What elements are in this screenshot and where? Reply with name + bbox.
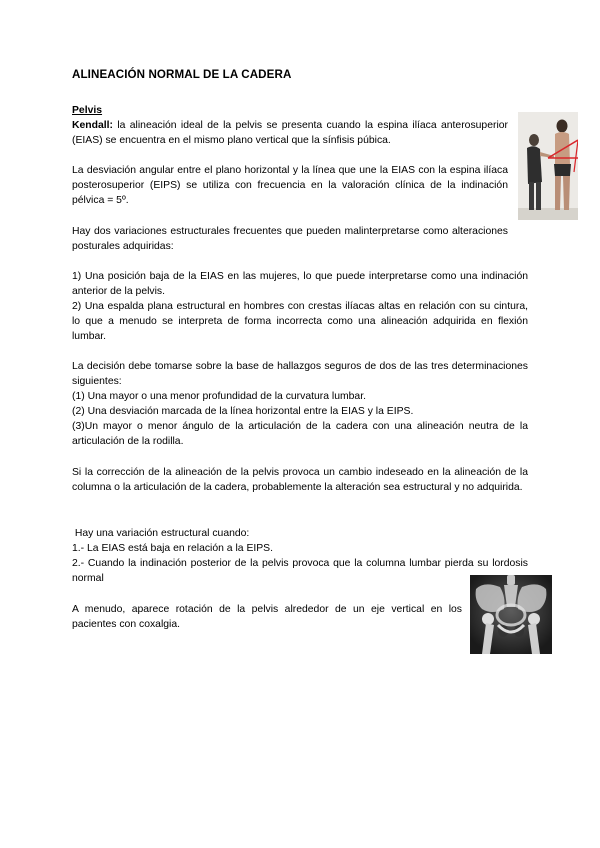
pelvis-xray-drawing [470, 575, 552, 654]
determination-1: (1) Una mayor o una menor profundidad de la curvatura lumbar. [72, 391, 366, 402]
kendall-text: la alineación ideal de la pelvis se presenta cuando la espina ilíaca anterosuperior (EIAS) se encuentra en el mismo plano vertical que la sínfisis púbica. [72, 120, 508, 147]
cuando-item-1: 1.- La EIAS está baja en relación a la EIPS. [72, 543, 274, 554]
pelvis-xray-image [470, 575, 552, 654]
variation-item-1: 1) Una posición baja de la EIAS en las mujeres, lo que puede interpretarse como una indinación anterior de la pelvis. [72, 271, 528, 298]
section-heading: Pelvis [72, 105, 103, 116]
variaciones-paragraph: Hay dos variaciones estructurales frecuentes que pueden malinterpretarse como alteraciones posturales adquiridas: [72, 226, 508, 253]
pelvis-subheading [72, 103, 102, 118]
cuando-paragraph: Hay una variación estructural cuando: [72, 528, 250, 539]
correccion-paragraph: Si la corrección de la alineación de la pelvis provoca un cambio indeseado en la alineación de la columna o la articulación de la cadera, probablemente la alteración sea estructural y no adquirida. [72, 467, 528, 494]
posture-photo-drawing [518, 112, 578, 220]
determination-3: (3)Un mayor o menor ángulo de la articulación de la cadera con una alineación neutra de la articulación de la rodilla. [72, 421, 528, 448]
cuando-item-2: 2.- Cuando la indinación posterior de la pelvis provoca que la columna lumbar pierda su lordosis normal [72, 558, 528, 585]
decision-paragraph: La decisión debe tomarse sobre la base de hallazgos seguros de dos de las tres determinaciones siguientes: [72, 361, 528, 388]
determination-2: (2) Una desviación marcada de la línea horizontal entre la EIAS y la EIPS. [72, 406, 414, 417]
posture-photo [518, 112, 578, 220]
kendall-label: Kendall: [72, 120, 113, 131]
variation-item-2: 2) Una espalda plana estructural en hombres con crestas ilíacas altas en relación con su cintura, lo que a menudo se interpreta de forma incorrecta como una alineación adquirida en flexión lumbar. [72, 301, 528, 343]
kendall-paragraph [72, 118, 508, 148]
rotacion-paragraph: A menudo, aparece rotación de la pelvis alrededor de un eje vertical en los pacientes con coxalgia. [72, 604, 462, 631]
desviacion-paragraph: La desviación angular entre el plano horizontal y la línea que une la EIAS con la espina ilíaca posterosuperior (EIPS) se utiliza con frecuencia en la valoración clínica de la indinación pélvica = 5º. [72, 165, 508, 207]
page-title: ALINEACIÓN NORMAL DE LA CADERA [72, 68, 292, 81]
